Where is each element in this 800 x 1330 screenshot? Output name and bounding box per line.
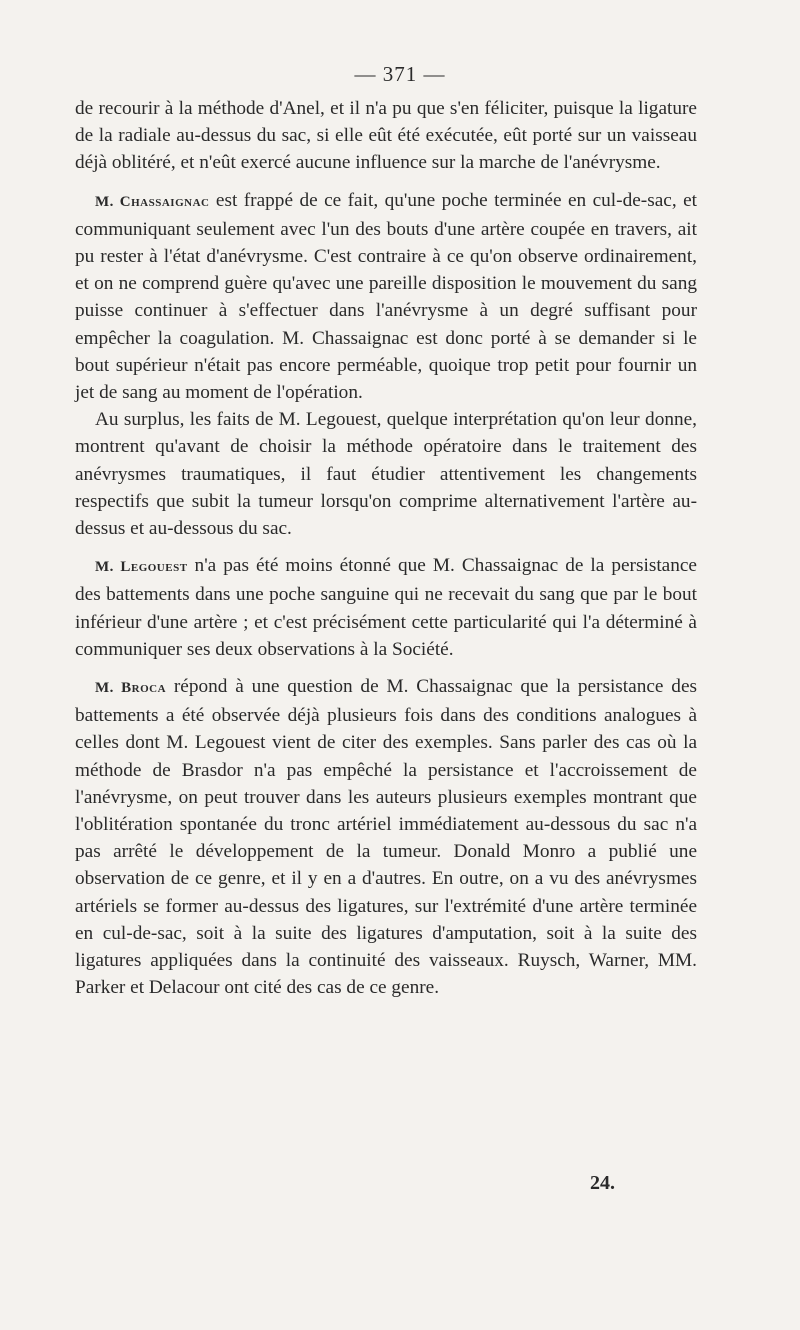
signature-mark: 24. xyxy=(590,1172,615,1194)
speaker-name: M. Legouest xyxy=(95,559,188,576)
paragraph-text: Au surplus, les faits de M. Legouest, quelque interprétation qu'on leur donne, montrent qu'avant de choisir la méthode opératoire dans le traitement des anévrysmes traumatiques, il faut étudier attentivement les changements respectifs que subit la tumeur lorsqu'on comprime alternativement l'artère au-dessus et au-dessous du sac. xyxy=(75,409,697,540)
paragraph-text: n'a pas été moins étonné que M. Chassaignac de la persistance des battements dans une poche sanguine qui ne recevait du sang que par le bout inférieur d'une artère ; et c'est précisément cette particularité qui l'a déterminé à communiquer ses deux observations à la Société. xyxy=(75,555,697,660)
speaker-name: M. Broca xyxy=(95,680,167,697)
paragraph-broca xyxy=(75,673,697,1001)
paragraph-continuation xyxy=(75,95,697,177)
body-text xyxy=(75,95,697,1002)
paragraph-text: est frappé de ce fait, qu'une poche terminée en cul-de-sac, et communiquant seulement avec l'un des bouts d'une artère coupée en travers, ait pu rester à l'état d'anévrysme. C'est contraire à ce qu'on observe ordinairement, et on ne comprend guère qu'avec une pareille disposition le mouvement du sang puisse continuer à s'effectuer dans l'anévrysme à un degré suffisant pour empêcher la coagulation. M. Chassaignac est donc porté à se demander si le bout supérieur n'était pas encore perméable, quoique trop petit pour fournir un jet de sang au moment de l'opération. xyxy=(75,189,697,404)
speaker-name: M. Chassaignac xyxy=(95,193,210,210)
paragraph-chassaignac xyxy=(75,187,697,407)
paragraph-text: répond à une question de M. Chassaignac que la persistance des battements a été observée déjà plusieurs fois dans des conditions analogues à celles dont M. Legouest vient de citer des exemples. Sans parler des cas où la méthode de Brasdor n'a pas empêché la persistance et l'accroissement de l'anévrysme, on peut trouver dans les auteurs plusieurs exemples montrant que l'oblitération spontanée du tronc artériel immédiatement au-dessous du sac n'a pas arrêté le développement de la tumeur. Donald Monro a publié une observation de ce genre, et il y en a d'autres. En outre, on a vu des anévrysmes artériels se former au-dessus des ligatures, sur l'extrémité d'une artère terminée en cul-de-sac, soit à la suite des ligatures d'amputation, soit à la suite des ligatures appliquées dans la continuité des vaisseaux. Ruysch, Warner, MM. Parker et Delacour ont cité des cas de ce genre. xyxy=(75,676,697,999)
page-number: — 371 — xyxy=(354,62,446,86)
paragraph-text: de recourir à la méthode d'Anel, et il n'a pu que s'en féliciter, puisque la ligature de la radiale au-dessus du sac, si elle eût été exécutée, eût porté sur un vaisseau déjà oblitéré, et n'eût exercé aucune influence sur la marche de l'anévrysme. xyxy=(75,98,697,174)
paragraph-legouest xyxy=(75,552,697,663)
paragraph-surplus xyxy=(75,406,697,542)
